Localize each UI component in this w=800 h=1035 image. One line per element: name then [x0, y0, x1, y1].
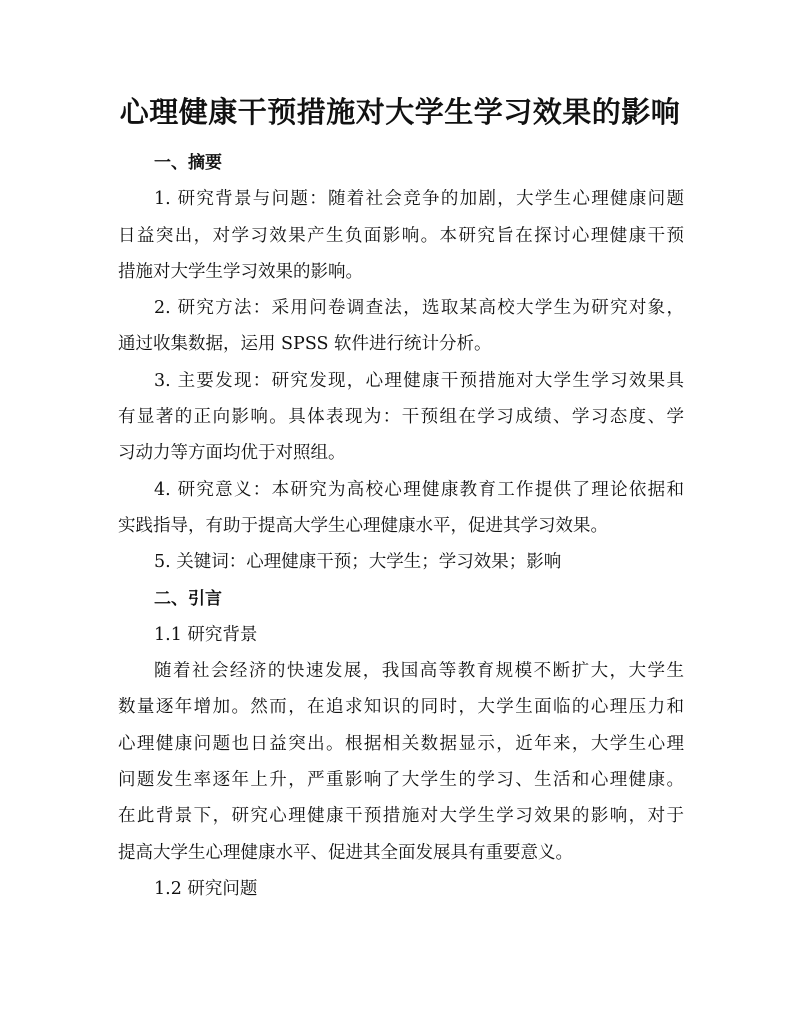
paragraph-line: 3. 主要发现：研究发现，心理健康干预措施对大学生学习效果具	[154, 370, 684, 391]
section-heading-introduction: 二、引言	[154, 588, 222, 609]
paragraph-line: 提高大学生心理健康水平、促进其全面发展具有重要意义。	[118, 842, 573, 863]
paragraph-line: 日益突出，对学习效果产生负面影响。本研究旨在探讨心理健康干预	[118, 225, 684, 246]
paragraph-line: 问题发生率逐年上升，严重影响了大学生的学习、生活和心理健康。	[118, 770, 684, 791]
paragraph-line: 实践指导，有助于提高大学生心理健康水平，促进其学习效果。	[118, 515, 608, 536]
document-body	[118, 145, 684, 907]
paragraph-line: 在此背景下，研究心理健康干预措施对大学生学习效果的影响，对于	[118, 806, 684, 827]
paragraph-line: 心理健康问题也日益突出。根据相关数据显示，近年来，大学生心理	[118, 733, 684, 754]
paragraph-line: 通过收集数据，运用 SPSS 软件进行统计分析。	[118, 334, 492, 355]
paragraph-line: 有显著的正向影响。具体表现为：干预组在学习成绩、学习态度、学	[118, 407, 684, 428]
paragraph-line: 习动力等方面均优于对照组。	[118, 443, 346, 464]
paragraph-line: 4. 研究意义：本研究为高校心理健康教育工作提供了理论依据和	[154, 479, 684, 500]
paragraph-line: 数量逐年增加。然而，在追求知识的同时，大学生面临的心理压力和	[118, 697, 684, 718]
subsection-heading-research-question: 1.2 研究问题	[154, 878, 258, 899]
paragraph-line: 2. 研究方法：采用问卷调查法，选取某高校大学生为研究对象，	[154, 298, 684, 319]
paragraph-line: 措施对大学生学习效果的影响。	[118, 261, 363, 282]
paragraph-line: 随着社会经济的快速发展，我国高等教育规模不断扩大，大学生	[154, 661, 684, 682]
section-heading-abstract: 一、摘要	[154, 153, 222, 173]
paragraph-line: 1. 研究背景与问题：随着社会竞争的加剧，大学生心理健康问题	[154, 189, 684, 210]
document-title: 心理健康干预措施对大学生学习效果的影响	[119, 95, 681, 129]
paragraph-line-keywords: 5. 关键词：心理健康干预；大学生；学习效果；影响	[154, 552, 562, 573]
subsection-heading-background: 1.1 研究背景	[154, 624, 258, 645]
